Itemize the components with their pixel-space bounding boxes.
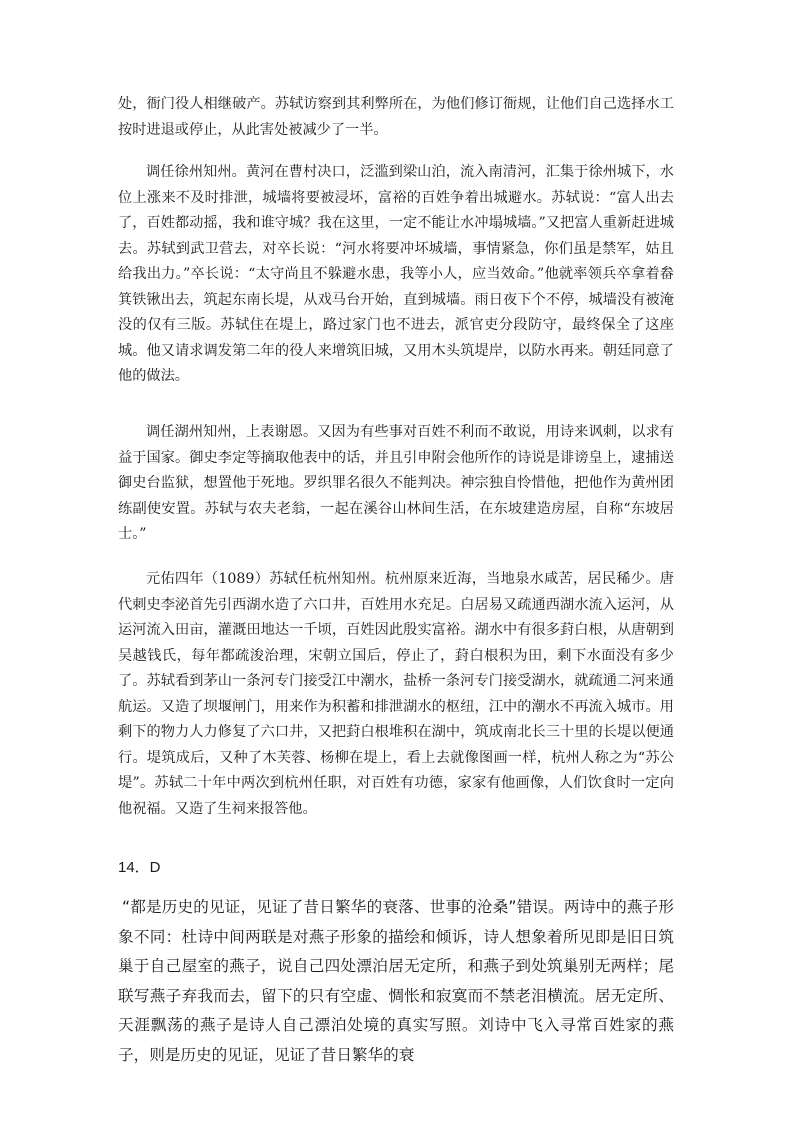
answer-explanation: “都是历史的见证，见证了昔日繁华的衰落、世事的沧桑”错误。两诗中的燕子形象不同：杜诗中间两联是对燕子形象的描绘和倾诉，诗人想象着所见即是旧日筑巢于自己屋室的燕子，说自己四处漂泊居无定所，和燕子到处筑巢别无两样；尾联写燕子弃我而去，留下的只有空虚、惆怅和寂寞而不禁老泪横流。居无定所、天涯飘荡的燕子是诗人自己漂泊处境的真实写照。刘诗中飞入寻常百姓家的燕子，则是历史的见证，见证了昔日繁华的衰: [118, 898, 674, 1064]
answer-label: 14．D: [118, 859, 161, 876]
translation-paragraph-4: 元佑四年（1089）苏轼任杭州知州。杭州原来近海，当地泉水咸苦，居民稀少。唐代刺史李泌首先引西湖水造了六口井，百姓用水充足。白居易又疏通西湖水流入运河，从运河流入田亩，灌溉田地达一千顷，百姓因此殷实富裕。湖水中有很多葑白根，从唐朝到吴越钱氏，每年都疏浚治理，宋朝立国后，停止了，葑白根积为田，剩下水面没有多少了。苏轼看到茅山一条河专门接受江中潮水，盐桥一条河专门接受湖水，就疏通二河来通航运。又造了坝堰闸门，用来作为积蓄和排泄湖水的枢纽，江中的潮水不再流入城市。用剩下的物力人力修复了六口井，又把葑白根堆积在湖中，筑成南北长三十里的长堤以便通行。堤筑成后，又种了木芙蓉、杨柳在堤上，看上去就像图画一样，杭州人称之为“苏公堤”。苏轼二十年中两次到杭州任职，对百姓有功德，家家有他画像，人们饮食时一定向他祝福。又造了生祠来报答他。: [118, 571, 674, 817]
translation-paragraph-2: 调任徐州知州。黄河在曹村决口，泛滥到梁山泊，流入南清河，汇集于徐州城下，水位上涨来不及时排泄，城墙将要被浸坏，富裕的百姓争着出城避水。苏轼说：“富人出去了，百姓都动摇，我和谁守城？我在这里，一定不能让水冲塌城墙。”又把富人重新赶进城去。苏轼到武卫营去，对卒长说：“河水将要冲坏城墙，事情紧急，你们虽是禁军，姑且给我出力。”卒长说：“太守尚且不躲避水患，我等小人，应当效命。”他就率领兵卒拿着畚箕铁锹出去，筑起东南长堤，从戏马台开始，直到城墙。雨日夜下个不停，城墙没有被淹没的仅有三版。苏轼住在堤上，路过家门也不进去，派官吏分段防守，最终保全了这座城。他又请求调发第二年的役人来增筑旧城，又用木头筑堤岸，以防水再来。朝廷同意了他的做法。: [118, 164, 674, 384]
translation-paragraph-3: 调任湖州知州，上表谢恩。又因为有些事对百姓不利而不敢说，用诗来讽刺，以求有益于国家。御史李定等摘取他表中的话，并且引申附会他所作的诗说是诽谤皇上，逮捕送御史台监狱，想置他于死地。罗织罪名很久不能判决。神宗独自怜惜他，把他作为黄州团练副使安置。苏轼与农夫老翁，一起在溪谷山林间生活，在东坡建造房屋，自称“东坡居士。”: [118, 424, 674, 542]
translation-paragraph-1: 处，衙门役人相继破产。苏轼访察到其利弊所在，为他们修订衙规，让他们自己选择水工按时进退或停止，从此害处被减少了一半。: [118, 96, 674, 138]
